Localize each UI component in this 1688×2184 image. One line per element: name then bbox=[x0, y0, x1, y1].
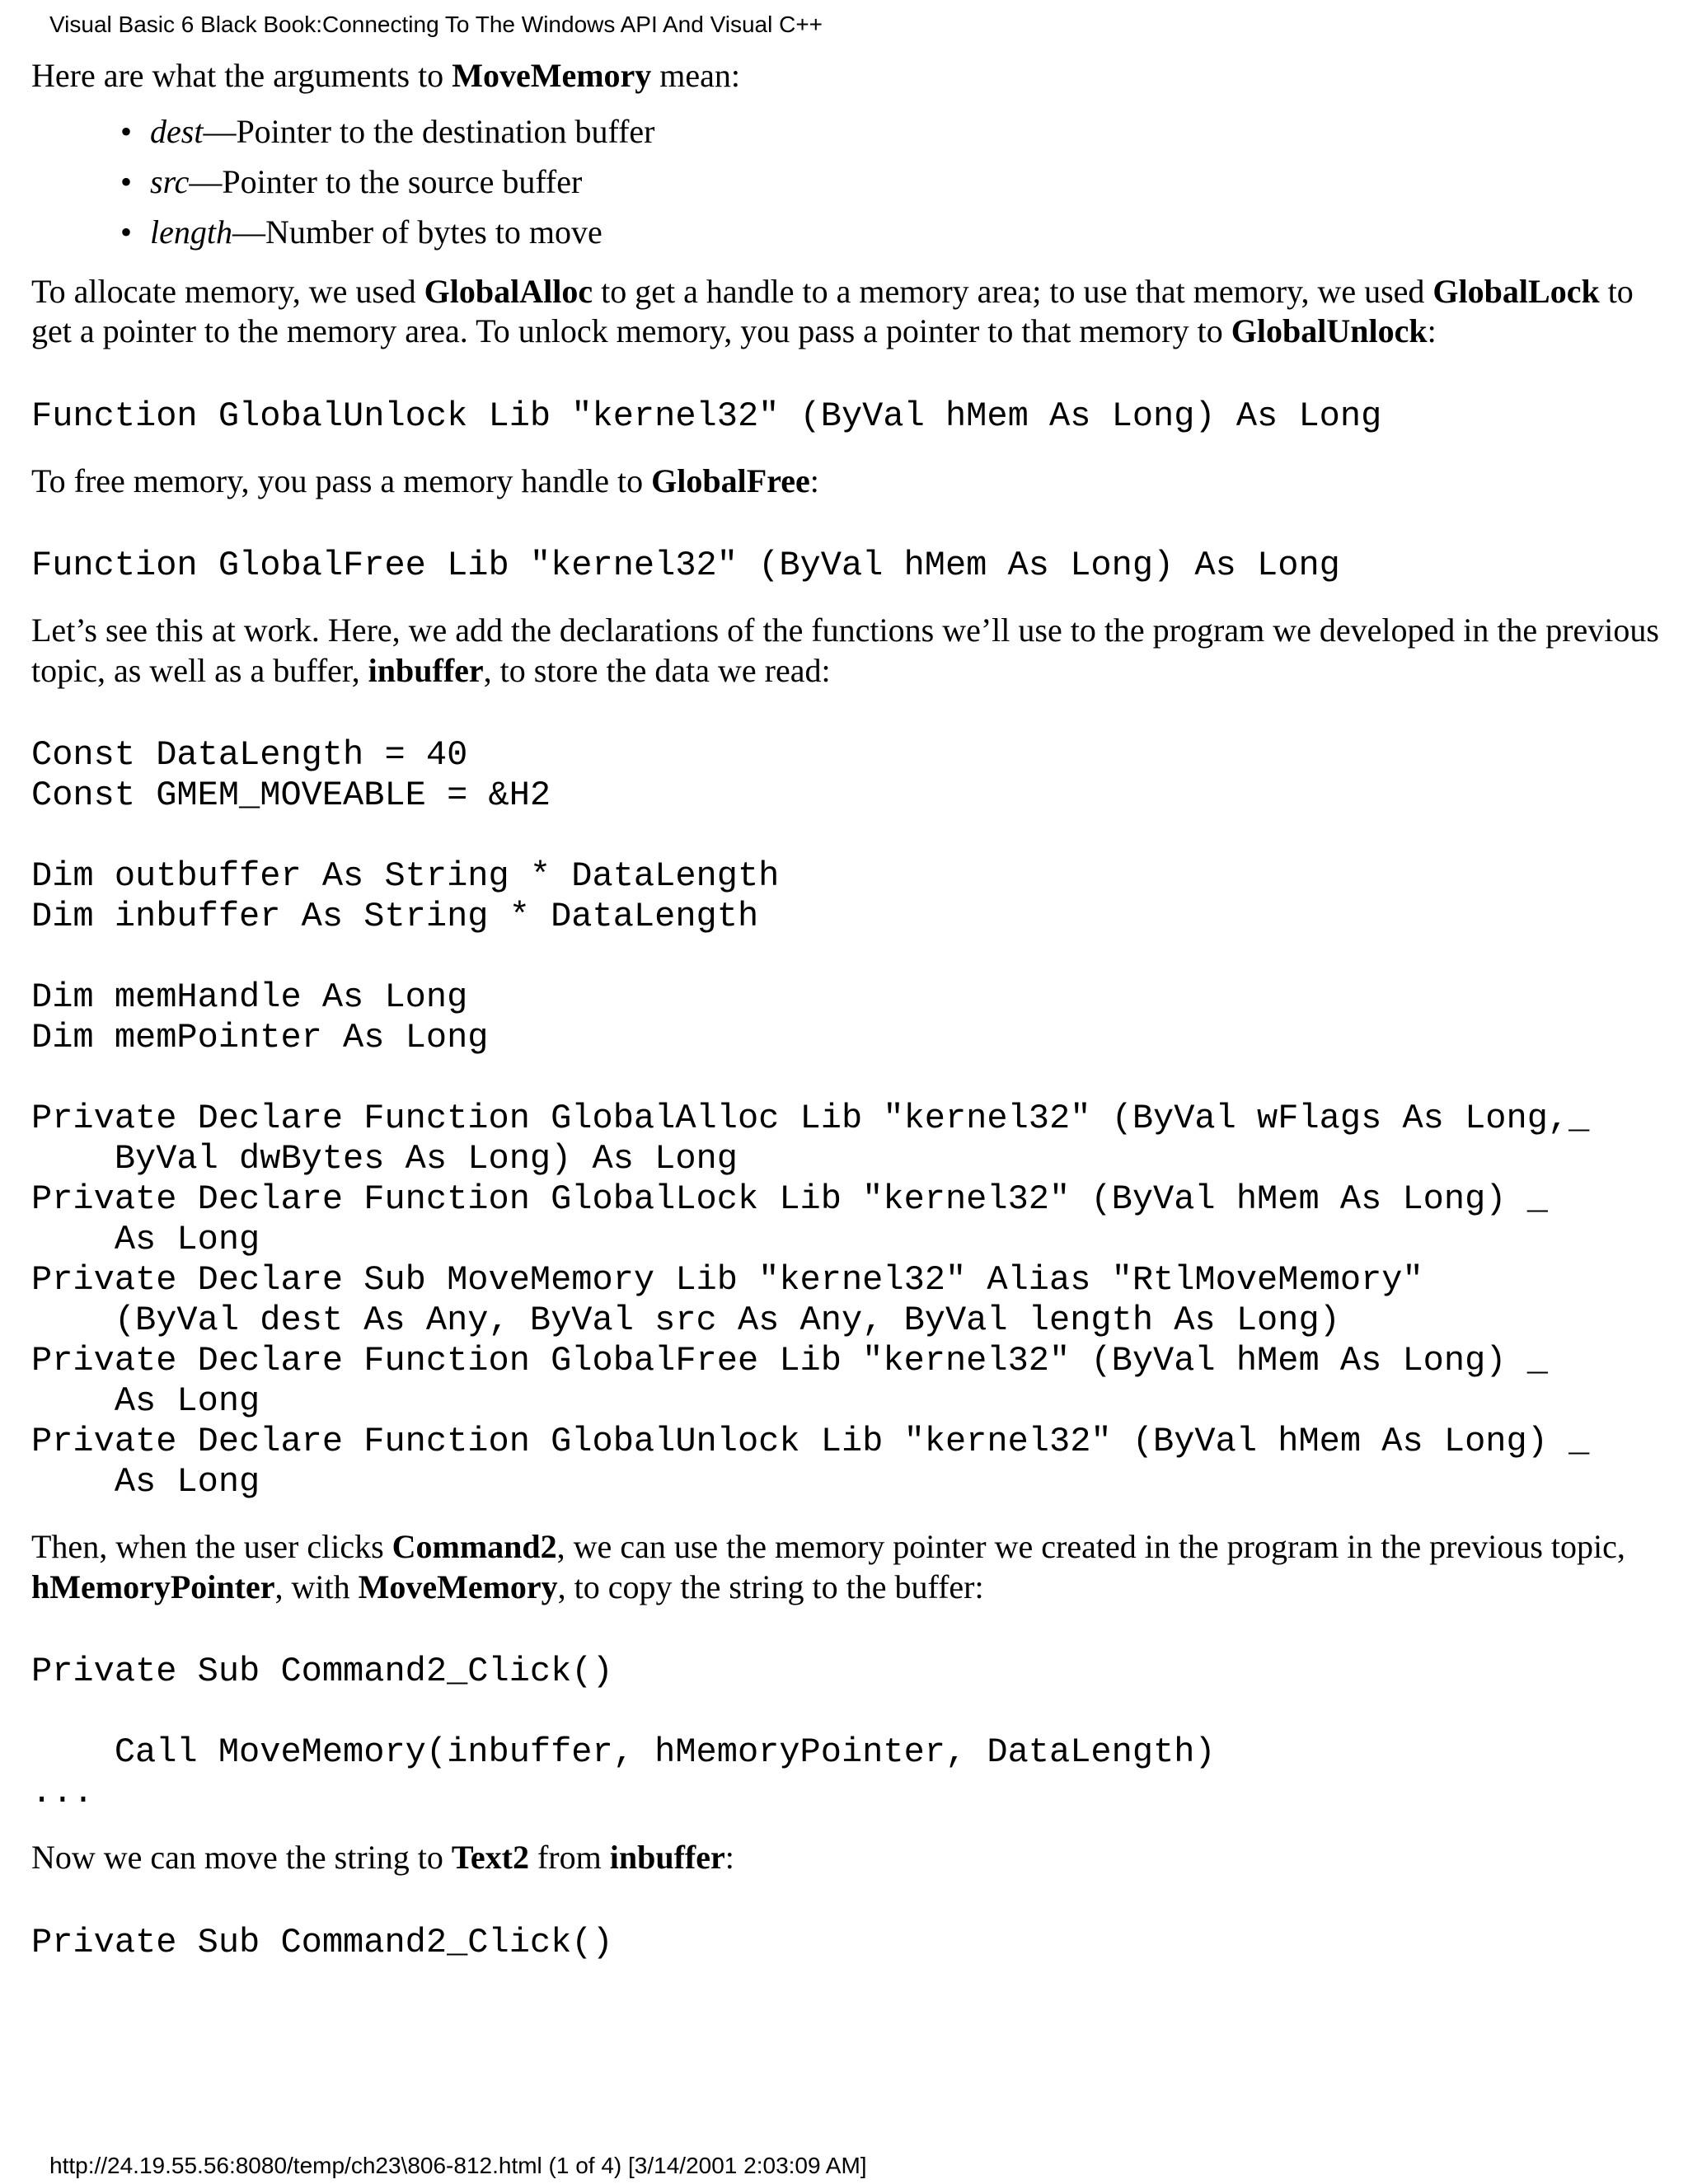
allocation-paragraph bbox=[31, 272, 1672, 352]
function-name: GlobalUnlock bbox=[1231, 312, 1428, 349]
text-run: To free memory, you pass a memory handle to bbox=[31, 462, 652, 499]
free-paragraph bbox=[31, 462, 1672, 502]
list-item bbox=[150, 207, 1672, 257]
page-footer-url: http://24.19.55.56:8080/temp/ch23\806-812.html (1 of 4) [3/14/2001 2:03:09 AM] bbox=[49, 2153, 867, 2178]
text-run: , to copy the string to the buffer: bbox=[557, 1568, 984, 1605]
text-run: Now we can move the string to bbox=[31, 1839, 452, 1876]
function-name: GlobalLock bbox=[1432, 272, 1600, 310]
intro-paragraph bbox=[31, 56, 1672, 96]
text-run: to get a handle to a memory area; to use that memory, we used bbox=[593, 272, 1433, 310]
variable-name: hMemoryPointer bbox=[31, 1568, 275, 1605]
control-name: Text2 bbox=[451, 1839, 529, 1876]
text-run: : bbox=[1427, 312, 1437, 349]
text-run: : bbox=[724, 1839, 734, 1876]
text-run: from bbox=[528, 1839, 610, 1876]
text-run: , with bbox=[274, 1568, 359, 1605]
argument-name: dest bbox=[150, 112, 204, 150]
intro-text: Here are what the arguments to bbox=[31, 57, 452, 94]
argument-list bbox=[31, 106, 1672, 257]
variable-name: inbuffer bbox=[609, 1839, 725, 1876]
text-run: To allocate memory, we used bbox=[31, 272, 424, 310]
code-block-global-unlock: Function GlobalUnlock Lib "kernel32" (ByVal hMem As Long) As Long bbox=[31, 396, 1382, 436]
list-item bbox=[150, 106, 1672, 157]
text-run: to get a pointer to the memory area. To unlock memory, you pass a pointer to that memory to bbox=[31, 272, 1634, 349]
code-block-global-free: Function GlobalFree Lib "kernel32" (ByVal hMem As Long) As Long bbox=[31, 546, 1340, 585]
code-block-command2-click-2: Private Sub Command2_Click() bbox=[31, 1922, 613, 1962]
text-run: , we can use the memory pointer we created in the program in the previous topic, bbox=[556, 1528, 1625, 1565]
text-run: Let’s see this at work. Here, we add the declarations of the functions we’ll use to the program we developed in the previous topic, as well as a buffer, bbox=[31, 612, 1659, 689]
text2-paragraph bbox=[31, 1838, 1672, 1878]
text-run: , to store the data we read: bbox=[483, 651, 831, 689]
variable-name: inbuffer bbox=[368, 651, 484, 689]
list-item bbox=[150, 157, 1672, 207]
code-block-declarations: Const DataLength = 40 Const GMEM_MOVEABLE = &H2 Dim outbuffer As String * DataLength Dim inbuffer As String * DataLength Dim memHandle As Long Dim memPointer As Long Private Declare Function GlobalAlloc Lib "kernel32" (ByVal wFlags As Long,_ ByVal dwBytes As Long) As Long Private Declare Function GlobalLock Lib "kernel32" (ByVal hMem As Long) _ As Long Private Declare Sub MoveMemory Lib "kernel32" Alias "RtlMoveMemory" (ByVal dest As Any, ByVal src As Any, ByVal length As Long) Private Declare Function GlobalFree Lib "kernel32" (ByVal hMem As Long) _ As Long Private Declare Function GlobalUnlock Lib "kernel32" (ByVal hMem As Long) _ As Long bbox=[31, 735, 1590, 1502]
function-name: GlobalFree bbox=[651, 462, 810, 499]
text-run: Then, when the user clicks bbox=[31, 1528, 392, 1565]
argument-description: —Pointer to the source buffer bbox=[189, 162, 583, 200]
intro-function-name: MoveMemory bbox=[452, 57, 652, 94]
argument-name: length bbox=[150, 213, 232, 251]
command-paragraph bbox=[31, 1527, 1672, 1607]
page-header: Visual Basic 6 Black Book:Connecting To The Windows API And Visual C++ bbox=[49, 12, 823, 37]
argument-name: src bbox=[150, 162, 190, 200]
work-paragraph bbox=[31, 611, 1672, 691]
function-name: MoveMemory bbox=[358, 1568, 558, 1605]
argument-description: —Number of bytes to move bbox=[232, 213, 603, 251]
intro-text-end: mean: bbox=[651, 57, 741, 94]
function-name: GlobalAlloc bbox=[424, 272, 593, 310]
control-name: Command2 bbox=[392, 1528, 557, 1565]
document-body bbox=[31, 56, 1672, 1963]
argument-description: —Pointer to the destination buffer bbox=[203, 112, 655, 150]
text-run: : bbox=[809, 462, 819, 499]
code-block-command2-click: Private Sub Command2_Click() Call MoveMemory(inbuffer, hMemoryPointer, DataLength) ... bbox=[31, 1652, 1216, 1812]
